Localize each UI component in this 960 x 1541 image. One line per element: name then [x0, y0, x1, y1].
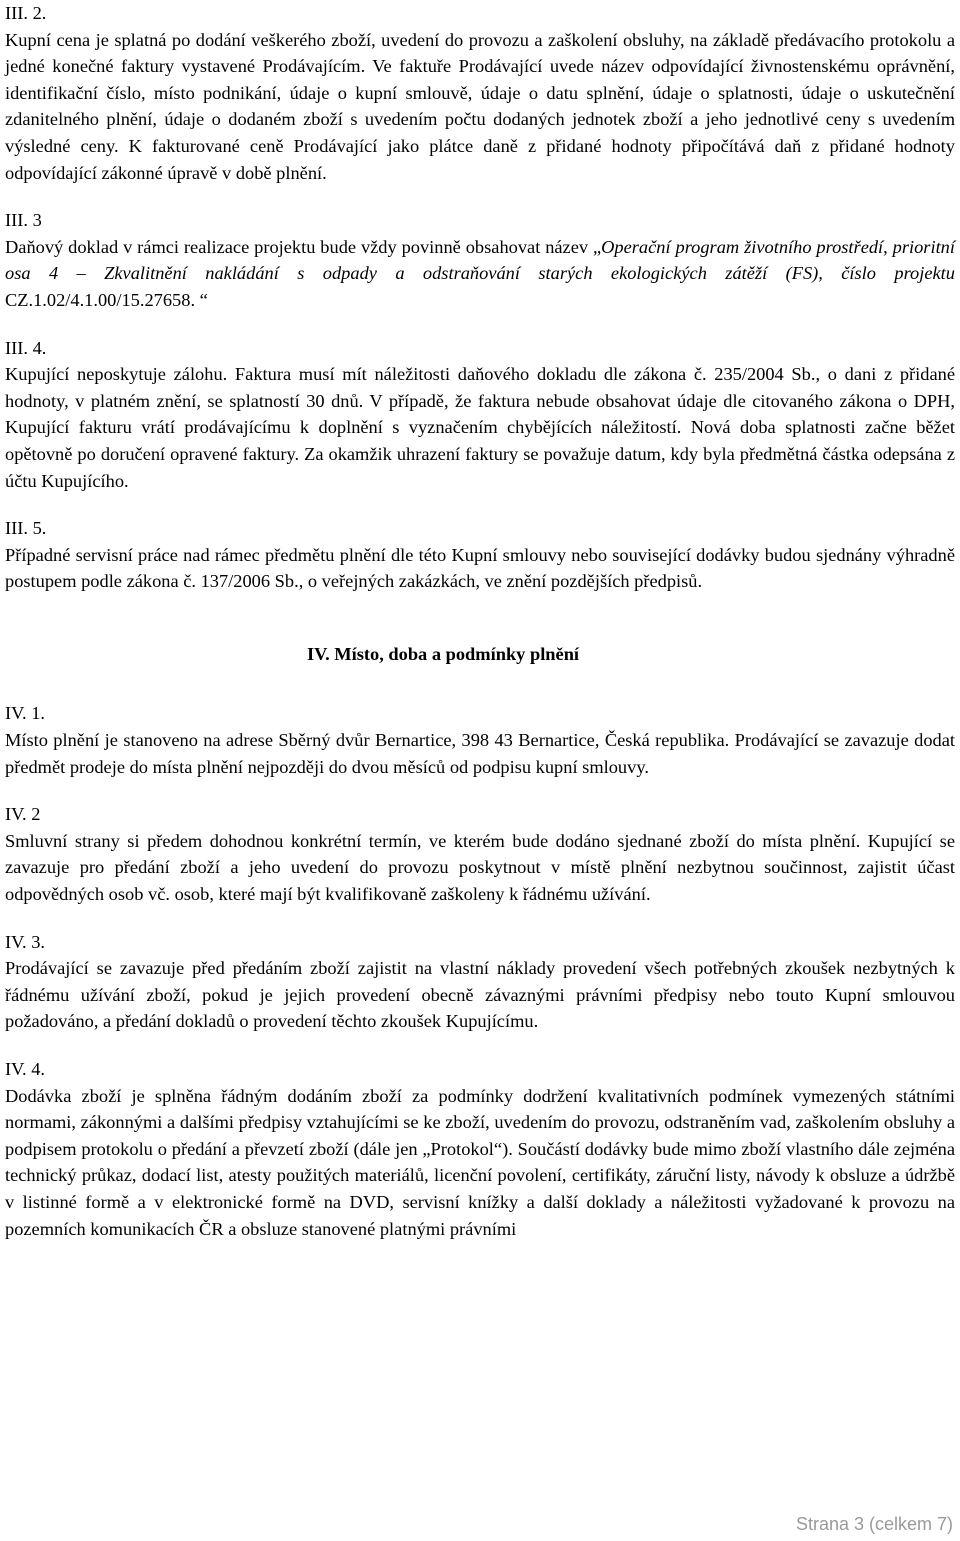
section-text: Dodávka zboží je splněna řádným dodáním zboží za podmínky dodržení kvalitativních podmínek vymezených státními normami, zákonnými a dalšími předpisy vztahujícími se ke zboží, uvedením do provozu, odstraněním vad, zaškolením obsluhy a podpisem protokolu o předání a převzetí zboží (dále jen „Protokol“). Součástí dodávky bude mimo zboží vlastního dále zejména technický průkaz, dodací list, atesty použitých materiálů, licenční povolení, certifikáty, záruční listy, návody k obsluze a údržbě v listinné formě a v elektronické formě na DVD, servisní knížky a další doklady a náležitosti vyžadované k provozu na pozemních komunikacích ČR a obsluze stanovené platnými právními: [5, 1085, 955, 1239]
page-footer: Strana 3 (celkem 7): [795, 1514, 953, 1534]
document-page: [5, 0, 955, 1242]
section-text: Prodávající se zavazuje před předáním zboží zajistit na vlastní náklady provedení všech potřebných zkoušek nezbytných k řádnému užívání zboží, pokud je jejich provedení obecně závaznými právními předpisy nebo touto Kupní smlouvou požadováno, a předání dokladů o provedení těchto zkoušek Kupujícímu.: [5, 958, 955, 1032]
text-italic-part: Operační program životního prostředí, prioritní osa 4 – Zkvalitnění nakládání s odpady a odstraňování starých ekologických zátěží (FS), číslo projektu: [5, 236, 955, 284]
section-4-4: [5, 1056, 955, 1242]
section-4-1: [5, 700, 955, 780]
section-label: III. 2.: [5, 3, 47, 23]
section-label: IV. 3.: [5, 931, 46, 952]
section-label: III. 3: [5, 210, 42, 231]
section-3-3: [5, 207, 955, 313]
section-label: III. 5.: [5, 518, 47, 539]
section-text: Kupní cena je splatná po dodání veškerého zboží, uvedení do provozu a zaškolení obsluhy, na základě předávacího protokolu a jedné konečné faktury vystavené Prodávajícím. Ve faktuře Prodávající uvede název odpovídající živnostenskému oprávnění, identifikační číslo, místo podnikání, údaje o kupní smlouvě, údaje o datu splnění, údaje o splatnosti, údaje o uskutečnění zdanitelného plnění, údaje o dodaném zboží s uvedením počtu dodaných jednotek zboží a jeho jednotlivé ceny s uvedením výsledné ceny. K fakturované ceně Prodávající jako plátce daně z přidané hodnoty připočítává daň z přidané hodnoty odpovídající zákonné úpravě v době plnění.: [5, 29, 955, 183]
section-text: [5, 234, 955, 314]
section-heading: IV. Místo, doba a podmínky plnění: [307, 643, 580, 664]
section-3-2: [5, 0, 955, 186]
section-label: IV. 2: [5, 804, 41, 825]
section-text: Místo plnění je stanoveno na adrese Sběrný dvůr Bernartice, 398 43 Bernartice, Česká republika. Prodávající se zavazuje dodat předmět prodeje do místa plnění nejpozději do dvou měsíců od podpisu kupní smlouvy.: [5, 730, 955, 777]
section-label: III. 4.: [5, 337, 47, 358]
section-3-4: [5, 335, 955, 495]
section-3-5: [5, 515, 955, 595]
text-part-a: Daňový doklad v rámci realizace projektu bude vždy povinně obsahovat název „: [5, 236, 602, 257]
section-text: Případné servisní práce nad rámec předmětu plnění dle této Kupní smlouvy nebo související dodávky budou sjednány výhradně postupem podle zákona č. 137/2006 Sb., o veřejných zakázkách, ve znění pozdějších předpisů.: [5, 544, 955, 592]
section-4-2: [5, 801, 955, 907]
section-label: IV. 1.: [5, 703, 46, 724]
text-part-b: CZ.1.02/4.1.00/15.27658. “: [5, 289, 208, 310]
section-4-3: [5, 929, 955, 1035]
section-text: Kupující neposkytuje zálohu. Faktura musí mít náležitosti daňového dokladu dle zákona č. 235/2004 Sb., o dani z přidané hodnoty, v platném znění, se splatností 30 dnů. V případě, že faktura nebude obsahovat údaje dle citovaného zákona o DPH, Kupující fakturu vrátí prodávajícímu k doplnění s vyznačením chybějících náležitostí. Nová doba splatnosti začne běžet opětovně po doručení opravené faktury. Za okamžik uhrazení faktury se považuje datum, kdy byla předmětná částka odepsána z účtu Kupujícího.: [5, 364, 955, 491]
section-text: Smluvní strany si předem dohodnou konkrétní termín, ve kterém bude dodáno sjednané zboží do místa plnění. Kupující se zavazuje pro předání zboží a jeho uvedení do provozu poskytnout v místě plnění nezbytnou součinnost, zajistit účast odpovědných osob vč. osob, které mají být kvalifikovaně zaškoleny k řádnému užívání.: [5, 830, 955, 905]
section-label: IV. 4.: [5, 1059, 46, 1079]
